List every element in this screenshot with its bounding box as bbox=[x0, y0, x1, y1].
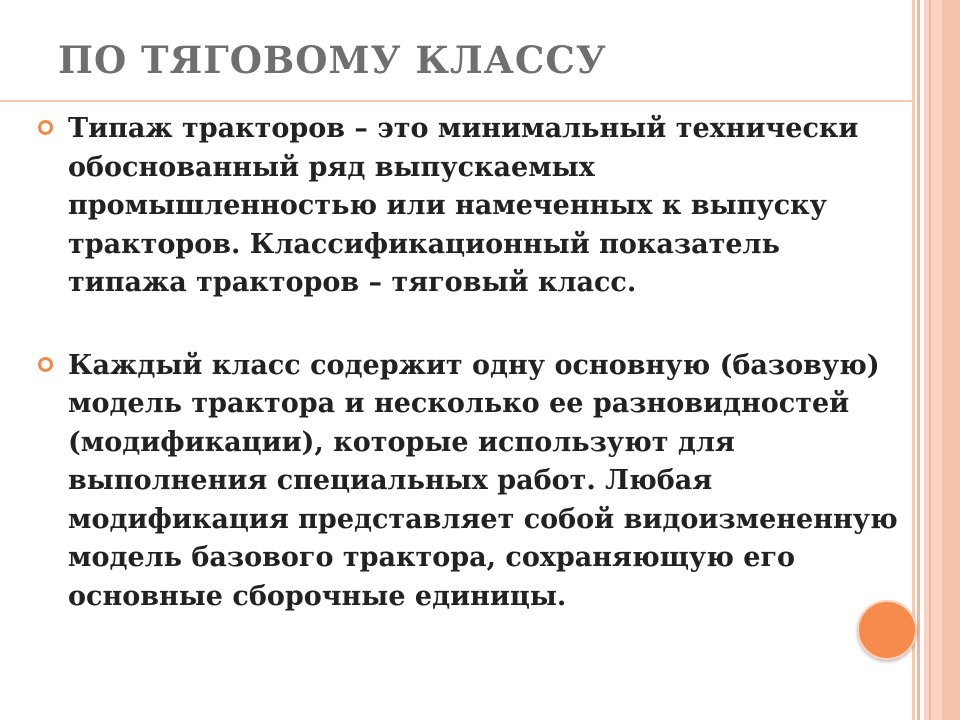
slide-title: ПО ТЯГОВОМУ КЛАССУ bbox=[58, 38, 607, 82]
bullet-item-1 bbox=[38, 110, 908, 303]
stripe-thin-2 bbox=[917, 0, 920, 720]
stripe-thin-3 bbox=[929, 0, 931, 720]
stripe-thin-1 bbox=[912, 0, 915, 720]
bullet-circle-icon bbox=[38, 357, 53, 372]
stripe-edge bbox=[942, 0, 960, 720]
decorative-stripes bbox=[912, 0, 960, 720]
bullet-text-2: Каждый класс содержит одну основную (базовую) модель трактора и несколько ее разновидностей (модификации), которые используют для выполнения специальных работ. Любая модификация представляет собой видоизмененную модель базового трактора, сохраняющую его основные сборочные единицы. bbox=[68, 349, 898, 612]
bullet-list bbox=[38, 110, 908, 616]
bullet-circle-icon bbox=[38, 120, 53, 135]
bullet-text-1: Типаж тракторов – это минимальный технически обоснованный ряд выпускаемых промышленностью или намеченных к выпуску тракторов. Классификационный показатель типажа тракторов – тяговый класс. bbox=[68, 113, 859, 298]
decorative-orange-circle bbox=[857, 600, 917, 660]
bullet-item-2 bbox=[38, 347, 908, 617]
title-divider bbox=[0, 100, 912, 102]
